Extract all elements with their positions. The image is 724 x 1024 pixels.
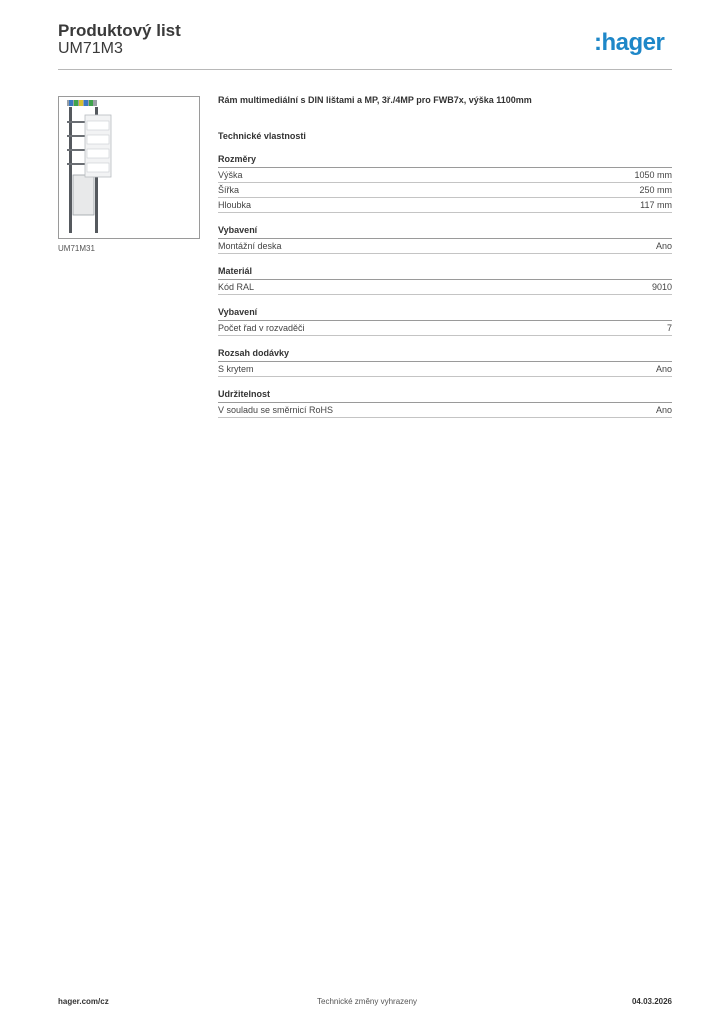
spec-value: 250 mm bbox=[639, 185, 672, 195]
spec-value: 117 mm bbox=[640, 200, 672, 210]
spec-group-dimensions bbox=[218, 154, 672, 213]
header-divider bbox=[58, 69, 672, 70]
spec-row bbox=[218, 403, 672, 418]
spec-value: 9010 bbox=[651, 282, 672, 292]
logo-text: :hager bbox=[594, 29, 665, 56]
spec-group-material bbox=[218, 266, 672, 295]
spec-group-title: Materiál bbox=[218, 266, 672, 280]
footer-notice: Technické změny vyhrazeny bbox=[317, 997, 418, 1006]
product-description: Rám multimediální s DIN lištami a MP, 3ř./4MP pro FWB7x, výška 1100mm bbox=[218, 95, 532, 105]
spec-group-title: Vybavení bbox=[218, 225, 672, 239]
hager-logo bbox=[594, 27, 676, 57]
page-title: Produktový list bbox=[58, 21, 181, 40]
spec-label: Hloubka bbox=[218, 200, 252, 210]
spec-row bbox=[218, 198, 672, 213]
footer-date: 04.03.2026 bbox=[631, 997, 672, 1006]
footer-website-link[interactable]: hager.com/cz bbox=[58, 997, 109, 1006]
product-image-frame bbox=[58, 96, 200, 239]
spec-value: Ano bbox=[655, 241, 672, 251]
product-image-caption: UM71M31 bbox=[58, 244, 95, 253]
spec-group-sustainability bbox=[218, 389, 672, 418]
spec-group-delivery bbox=[218, 348, 672, 377]
spec-label: V souladu se směrnicí RoHS bbox=[218, 405, 334, 415]
spec-content bbox=[218, 95, 672, 430]
product-image bbox=[59, 97, 199, 238]
spec-group-title: Vybavení bbox=[218, 307, 672, 321]
spec-label: Šířka bbox=[218, 185, 240, 195]
product-code: UM71M3 bbox=[58, 40, 123, 57]
spec-row bbox=[218, 168, 672, 183]
spec-value: 7 bbox=[666, 323, 672, 333]
spec-heading: Technické vlastnosti bbox=[218, 131, 306, 141]
spec-group-equipment-rows bbox=[218, 307, 672, 336]
spec-row bbox=[218, 321, 672, 336]
spec-label: Montážní deska bbox=[218, 241, 282, 251]
spec-label: Kód RAL bbox=[218, 282, 255, 292]
spec-row bbox=[218, 239, 672, 254]
spec-row bbox=[218, 362, 672, 377]
spec-group-title: Rozměry bbox=[218, 154, 672, 168]
spec-value: Ano bbox=[655, 405, 672, 415]
spec-value: Ano bbox=[655, 364, 672, 374]
spec-group-title: Udržitelnost bbox=[218, 389, 672, 403]
spec-group-equipment bbox=[218, 225, 672, 254]
spec-row bbox=[218, 183, 672, 198]
spec-row bbox=[218, 280, 672, 295]
spec-label: S krytem bbox=[218, 364, 254, 374]
spec-group-title: Rozsah dodávky bbox=[218, 348, 672, 362]
spec-label: Výška bbox=[218, 170, 243, 180]
spec-value: 1050 mm bbox=[634, 170, 672, 180]
spec-label: Počet řad v rozvaděči bbox=[218, 323, 305, 333]
